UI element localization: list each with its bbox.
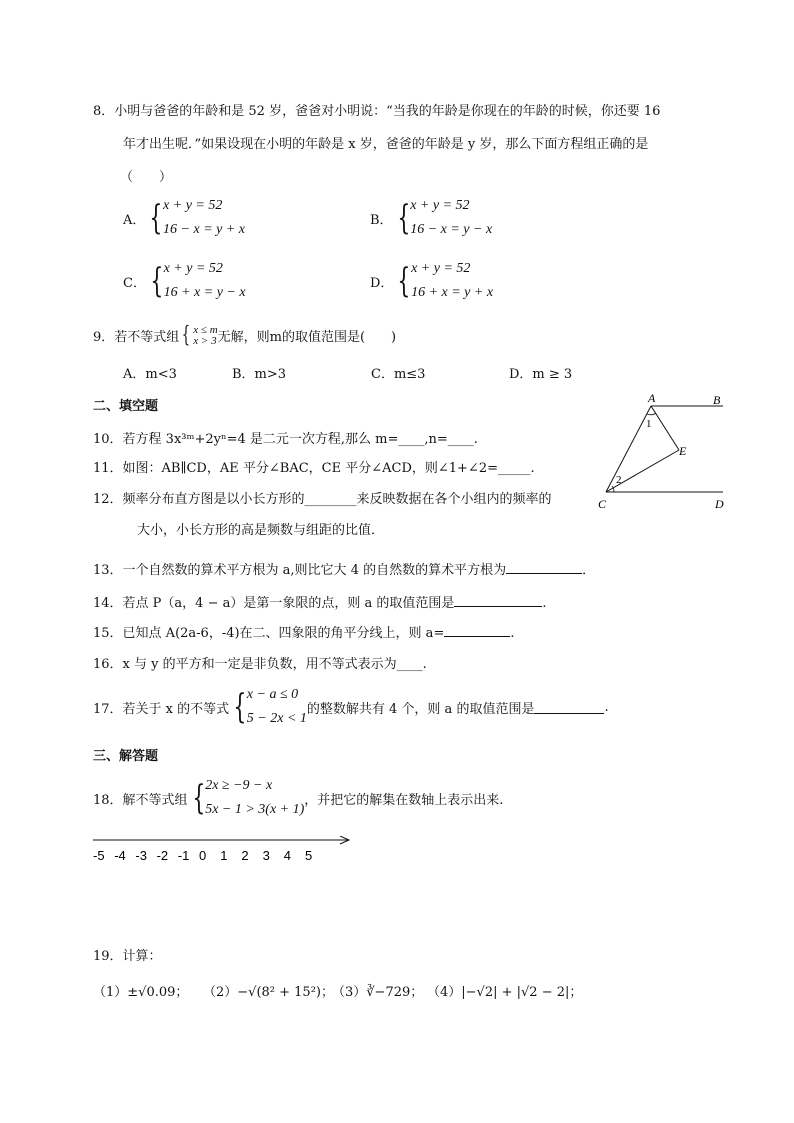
q10: 10．若方程 3x³ᵐ+2yⁿ=4 是二元一次方程,那么 m=____,n=____. xyxy=(93,432,478,447)
q16: 16．x 与 y 的平方和一定是非负数，用不等式表示为____. xyxy=(93,657,427,672)
q17-answer-blank[interactable] xyxy=(534,701,604,714)
q14 xyxy=(93,592,547,611)
q15 xyxy=(93,622,514,641)
q15-text: 15．已知点 A(2a-6，-4)在二、四象限的角平分线上，则 a= xyxy=(93,626,445,641)
number-line-tick-label: -1 xyxy=(177,848,190,863)
q11: 11．如图：AB∥CD，AE 平分∠BAC，CE 平分∠ACD，则∠1+∠2=_____. xyxy=(93,461,535,476)
q8-line2: 年才出生呢．”如果设现在小明的年龄是 x 岁，爸爸的年龄是 y 岁，那么下面方程组正确的是 xyxy=(123,137,649,152)
eq2: 16 − x = y − x xyxy=(410,222,493,237)
option-label: D． xyxy=(370,275,394,291)
q9-ineq2: x > 3 xyxy=(193,334,217,347)
label-a: A xyxy=(648,392,656,405)
q9-option-b[interactable]: B．m>3 xyxy=(232,367,287,382)
q8-option-b[interactable] xyxy=(370,194,492,242)
q13 xyxy=(93,559,595,578)
q8-option-d[interactable] xyxy=(370,257,493,305)
number-line-tick-label: -5 xyxy=(93,848,105,863)
eq1: x + y = 52 xyxy=(411,261,471,276)
option-label: C． xyxy=(123,275,146,291)
eq2: 16 − x = y + x xyxy=(163,222,246,237)
brace-icon: { xyxy=(149,198,163,238)
number-line-tick-label: 1 xyxy=(220,848,228,863)
q18-ineq1: 2x ≥ −9 − x xyxy=(205,778,273,793)
q18-suffix: ，并把它的解集在数轴上表示出来. xyxy=(304,792,504,808)
section-heading-solve: 三、解答题 xyxy=(93,749,159,764)
q18 xyxy=(93,774,503,822)
q18-prefix: 18．解不等式组 xyxy=(93,792,188,808)
q9-suffix: 无解，则m的取值范围是( ) xyxy=(217,330,397,345)
number-line-tick-label: 4 xyxy=(283,848,292,863)
number-line-tick-label: -2 xyxy=(156,848,169,863)
q9-option-c[interactable]: C．m≤3 xyxy=(371,367,426,382)
eq1: x + y = 52 xyxy=(163,198,223,213)
section-heading-fill-blank: 二、填空题 xyxy=(93,399,159,414)
label-angle-2: 2 xyxy=(616,474,622,486)
eq1: x + y = 52 xyxy=(410,198,470,213)
q19-p2: （2）−√(8² + 15²)； xyxy=(203,985,334,1000)
q19-p4: （4）|−√2| + |√2 − 2|； xyxy=(427,985,583,1000)
q13-answer-blank[interactable] xyxy=(506,561,582,574)
number-line-tick-label: 3 xyxy=(262,848,270,863)
eq2: 16 + x = y − x xyxy=(163,285,246,300)
number-line-labels xyxy=(93,848,312,863)
q18-ineq2: 5x − 1 > 3(x + 1) xyxy=(205,802,305,817)
q13-text: 13．一个自然数的算术平方根为 a,则比它大 4 的自然数的算术平方根为 xyxy=(93,563,507,578)
q9 xyxy=(93,323,396,348)
brace-icon: { xyxy=(191,778,205,818)
angle-arc-1 xyxy=(647,413,656,415)
q14-end: . xyxy=(542,596,547,611)
option-label: B． xyxy=(370,212,393,228)
q8-option-a[interactable] xyxy=(123,194,245,242)
q14-answer-blank[interactable] xyxy=(454,594,542,607)
number-line-tick-label: -3 xyxy=(135,848,147,863)
brace-icon: { xyxy=(397,261,411,301)
q17-end: . xyxy=(604,699,609,715)
number-line-tick-label: 5 xyxy=(305,848,313,863)
q17-ineq2: 5 − 2x < 1 xyxy=(246,711,307,726)
q19-title: 19．计算： xyxy=(93,949,162,964)
q14-text: 14．若点 P（a，4 − a）是第一象限的点，则 a 的取值范围是 xyxy=(93,596,455,611)
brace-icon: { xyxy=(182,323,191,348)
number-line-tick-label: 2 xyxy=(241,848,249,863)
q17-prefix: 17．若关于 x 的不等式 xyxy=(93,701,230,717)
angle-arc-2 xyxy=(612,486,614,492)
q8-option-c[interactable] xyxy=(123,257,246,305)
label-angle-1: 1 xyxy=(646,418,652,430)
label-d: D xyxy=(715,497,724,511)
number-line xyxy=(90,836,355,864)
brace-icon: { xyxy=(233,687,247,727)
q12-line2: 大小，小长方形的高是频数与组距的比值． xyxy=(137,523,385,538)
number-line-tick-label: -4 xyxy=(114,848,126,863)
eq1: x + y = 52 xyxy=(163,261,223,276)
q17-ineq1: x − a ≤ 0 xyxy=(246,687,299,702)
label-c: C xyxy=(598,497,607,511)
q9-prefix: 9．若不等式组 xyxy=(93,330,180,345)
line-ae xyxy=(651,406,679,450)
q9-ineq1: x ≤ m xyxy=(193,323,218,336)
q17-suffix: 的整数解共有 4 个，则 a 的取值范围是 xyxy=(306,701,535,717)
eq2: 16 + x = y + x xyxy=(411,285,494,300)
q19-p1: （1）±√0.09； xyxy=(93,985,189,1000)
q19-p3: （3）∛−729； xyxy=(332,985,424,1000)
q15-end: . xyxy=(510,626,515,641)
number-line-tick-label: 0 xyxy=(199,848,207,863)
brace-icon: { xyxy=(396,198,410,238)
option-label: A． xyxy=(123,212,146,228)
label-b: B xyxy=(713,393,721,407)
q9-option-d[interactable]: D．m ≥ 3 xyxy=(509,367,573,382)
q15-answer-blank[interactable] xyxy=(444,624,510,637)
q8-paren: （ ） xyxy=(120,170,173,185)
q12-line1: 12．频率分布直方图是以小长方形的________来反映数据在各个小组内的频率的 xyxy=(93,492,552,507)
brace-icon: { xyxy=(150,261,164,301)
q9-option-a[interactable]: A．m<3 xyxy=(123,367,177,382)
q8-line1: 8．小明与爸爸的年龄和是 52 岁，爸爸对小明说：“当我的年龄是你现在的年龄的时候，你还要 16 xyxy=(93,104,661,119)
q17 xyxy=(93,683,609,731)
q13-end: ． xyxy=(582,563,596,578)
geometry-figure xyxy=(596,392,731,514)
label-e: E xyxy=(679,444,687,458)
